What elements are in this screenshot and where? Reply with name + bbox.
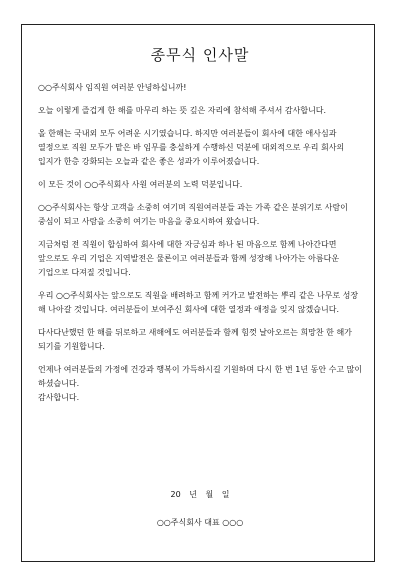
- credit-paragraph: 이 모든 것이 ○○주식회사 사원 여러분의 노력 덕분입니다.: [38, 180, 243, 189]
- company-values-paragraph: ○○주식회사는 항상 고객을 소중히 여기며 직원여러분들 과는 가족 같은 분위기로 사람이 중심이 되고 사람을 소중히 여기는 마음을 중요시하여 왔습니다.: [38, 203, 348, 226]
- thanks-paragraph: 오늘 이렇게 즐겁게 한 해를 마무리 하는 뜻 깊은 자리에 참석해 주셔서 감사합니다.: [38, 106, 327, 115]
- future-paragraph: 지금처럼 전 직원이 합심하여 회사에 대한 자긍심과 하나 된 마음으로 함께 나아간다면 앞으로도 우리 기업은 지역발전은 물론이고 여러분들과 함께 성장해 나아가는 아름다운 기업으로 다져질 것입니다.: [38, 240, 340, 277]
- wishes-paragraph: 언제나 여러분들의 가정에 건강과 행복이 가득하시길 기원하며 다시 한 번 1년 동안 수고 많이 하셨습니다.: [38, 365, 363, 388]
- new-year-paragraph: 다사다난했던 한 해를 뒤로하고 새해에도 여러분들과 함께 힘껏 날아오르는 희망찬 한 해가 되기를 기원합니다.: [38, 328, 352, 351]
- signature-line: ○○주식회사 대표 ○○○: [156, 518, 244, 527]
- closing-line: 감사합니다.: [38, 393, 80, 402]
- year-review-paragraph: 올 한해는 국내외 모두 어려운 시기였습니다. 하지만 여러분들이 회사에 대한 애사심과 열정으로 직원 모두가 맡은 바 임무를 충실하게 수행하신 덕분에 대외적으로 우리 회사의 입지가 한층 강화되는 오늘과 같은 좋은 성과가 이루어졌습니다.: [38, 129, 345, 166]
- date-line: 20 년 월 일: [170, 490, 230, 499]
- document-title: 종무식 인사말: [150, 46, 250, 64]
- greeting-paragraph: ○○주식회사 임직원 여러분 안녕하십니까!: [38, 83, 187, 92]
- growth-paragraph: 우리 ○○주식회사는 앞으로도 직원을 배려하고 함께 커가고 발전하는 뿌리 같은 나무로 성장 해 나아갈 것입니다. 여러분들이 보여주신 회사에 대한 열정과 애정을 잊지 않겠습니다.: [38, 291, 359, 314]
- document-body: [38, 81, 364, 414]
